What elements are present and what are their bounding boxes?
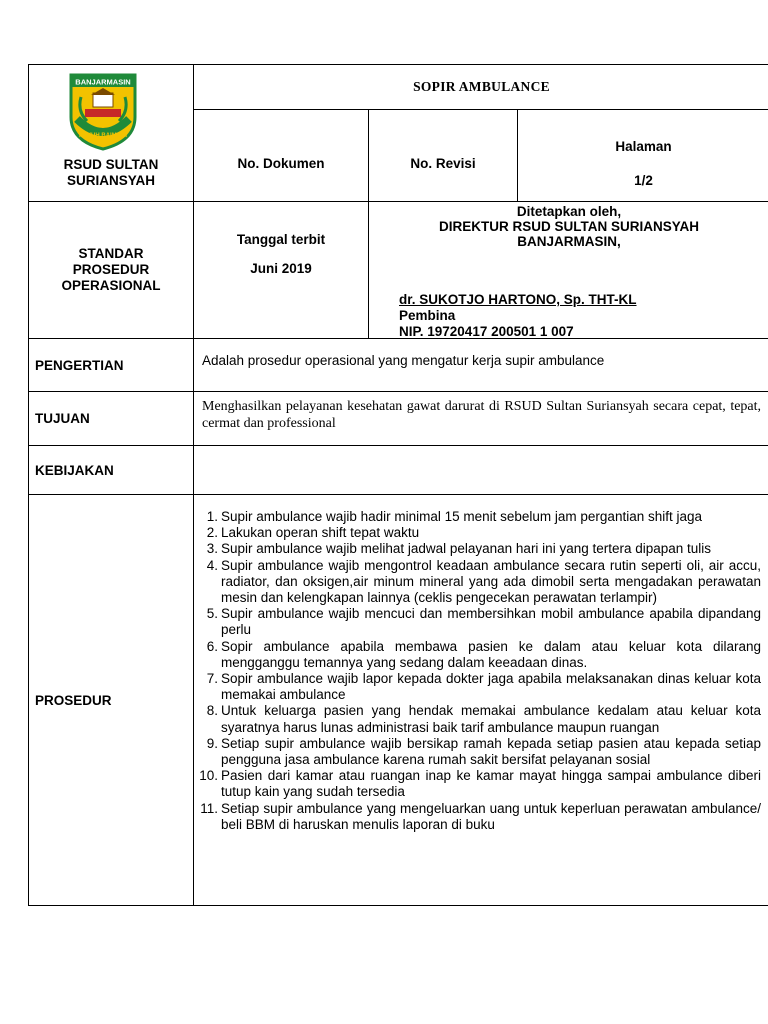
pengertian-text: Adalah prosedur operasional yang mengatur kerja supir ambulance [194,339,768,392]
hospital-name [29,157,193,189]
kebijakan-text [194,446,768,495]
hospital-name-line1: RSUD SULTAN [63,157,159,172]
logo-text-bottom: KAYUH BAIMBAI [78,133,128,139]
no-revisi-cell [369,110,518,202]
prosedur-step: 9. Setiap supir ambulance wajib bersikap ramah kepada setiap pasien atau kepada setiap pengguna jasa ambulance karena rumah sakit bersifat pelayanan sosial [206,735,762,768]
sop-label-cell [29,202,194,339]
logo-text-top: BANJARMASIN [75,77,131,87]
prosedur-step: 3. Supir ambulance wajib melihat jadwal pelayanan hari ini yang tertera dipapan tulis [206,541,712,557]
tujuan-label: TUJUAN [29,392,194,446]
signatory-block [399,292,637,340]
halaman-value: 1/2 [634,172,653,188]
prosedur-step: 11. Setiap supir ambulance yang mengeluarkan uang untuk keperluan perawatan ambulance/ beli BBM di haruskan menulis laporan di buku [200,800,762,832]
prosedur-label: PROSEDUR [29,495,194,906]
no-dokumen-label: No. Dokumen [237,155,325,171]
approval-cell [369,202,768,339]
pengertian-label: PENGERTIAN [29,339,194,392]
sop-table [28,64,768,906]
ditetapkan-oleh: Ditetapkan oleh, [516,204,622,219]
approval-heading [369,204,768,249]
signatory-nip: NIP. 19720417 200501 1 007 [399,324,574,339]
direktur-title: DIREKTUR RSUD SULTAN SURIANSYAH [439,219,700,234]
tanggal-terbit-value: Juni 2019 [250,261,312,276]
prosedur-step: 8. Untuk keluarga pasien yang hendak memakai ambulance kedalam atau keluar kota syaratnya harus lunas administrasi baik tarif ambulance maupun ruangan [206,703,762,735]
kebijakan-label: KEBIJAKAN [29,446,194,495]
signatory-rank: Pembina [399,308,456,323]
prosedur-step: 2. Lakukan operan shift tepat waktu [206,525,420,541]
sop-label-line3: OPERASIONAL [61,278,161,293]
no-revisi-label: No. Revisi [410,155,476,171]
logo-cell [29,65,194,202]
no-dokumen-cell [194,110,369,202]
document-title: SOPIR AMBULANCE [194,65,768,110]
prosedur-step: 1. Supir ambulance wajib hadir minimal 15 menit sebelum jam pergantian shift jaga [206,509,702,524]
tujuan-text: Menghasilkan pelayanan kesehatan gawat darurat di RSUD Sultan Suriansyah secara cepat, tepat, cermat dan professional [194,392,768,446]
tanggal-terbit-label: Tanggal terbit [236,232,326,247]
halaman-label: Halaman [615,138,672,154]
prosedur-step: 5. Supir ambulance wajib mencuci dan membersihkan mobil ambulance apabila dipandang perlu [206,606,762,638]
prosedur-step: 6. Sopir ambulance apabila membawa pasien ke dalam atau keluar kota dilarang mengganggu temannya yang sedang dalam keeadaan dinas. [206,638,762,670]
prosedur-step: 10. Pasien dari kamar atau ruangan inap ke kamar mayat hingga sampai ambulance diberi tutup kain yang sudah tersedia [199,768,762,800]
prosedur-step: 7. Sopir ambulance wajib lapor kepada dokter jaga apabila melaksanakan dinas keluar kota memakai ambulance [206,671,762,703]
prosedur-step: 4. Supir ambulance wajib mengontrol keadaan ambulance secara rutin seperti oli, air accu, radiator, dan oksigen,air minum mineral yang ada dimobil serta mengadakan perawatan mesin dan kelengkapan lainnya (ceklis pengecekan perawatan terlampir) [206,557,762,606]
banjarmasin-logo [67,71,139,151]
tanggal-terbit-cell [194,202,369,339]
hospital-name-line2: SURIANSYAH [66,173,156,188]
prosedur-steps-cell [194,495,768,906]
kota: BANJARMASIN, [517,234,621,249]
signatory-name: dr. SUKOTJO HARTONO, Sp. THT-KL [399,292,637,307]
halaman-cell [518,110,768,202]
city-emblem-icon [67,71,139,151]
prosedur-steps [198,509,761,833]
sop-label-line2: PROSEDUR [72,262,150,277]
sop-label-line1: STANDAR [78,246,144,261]
